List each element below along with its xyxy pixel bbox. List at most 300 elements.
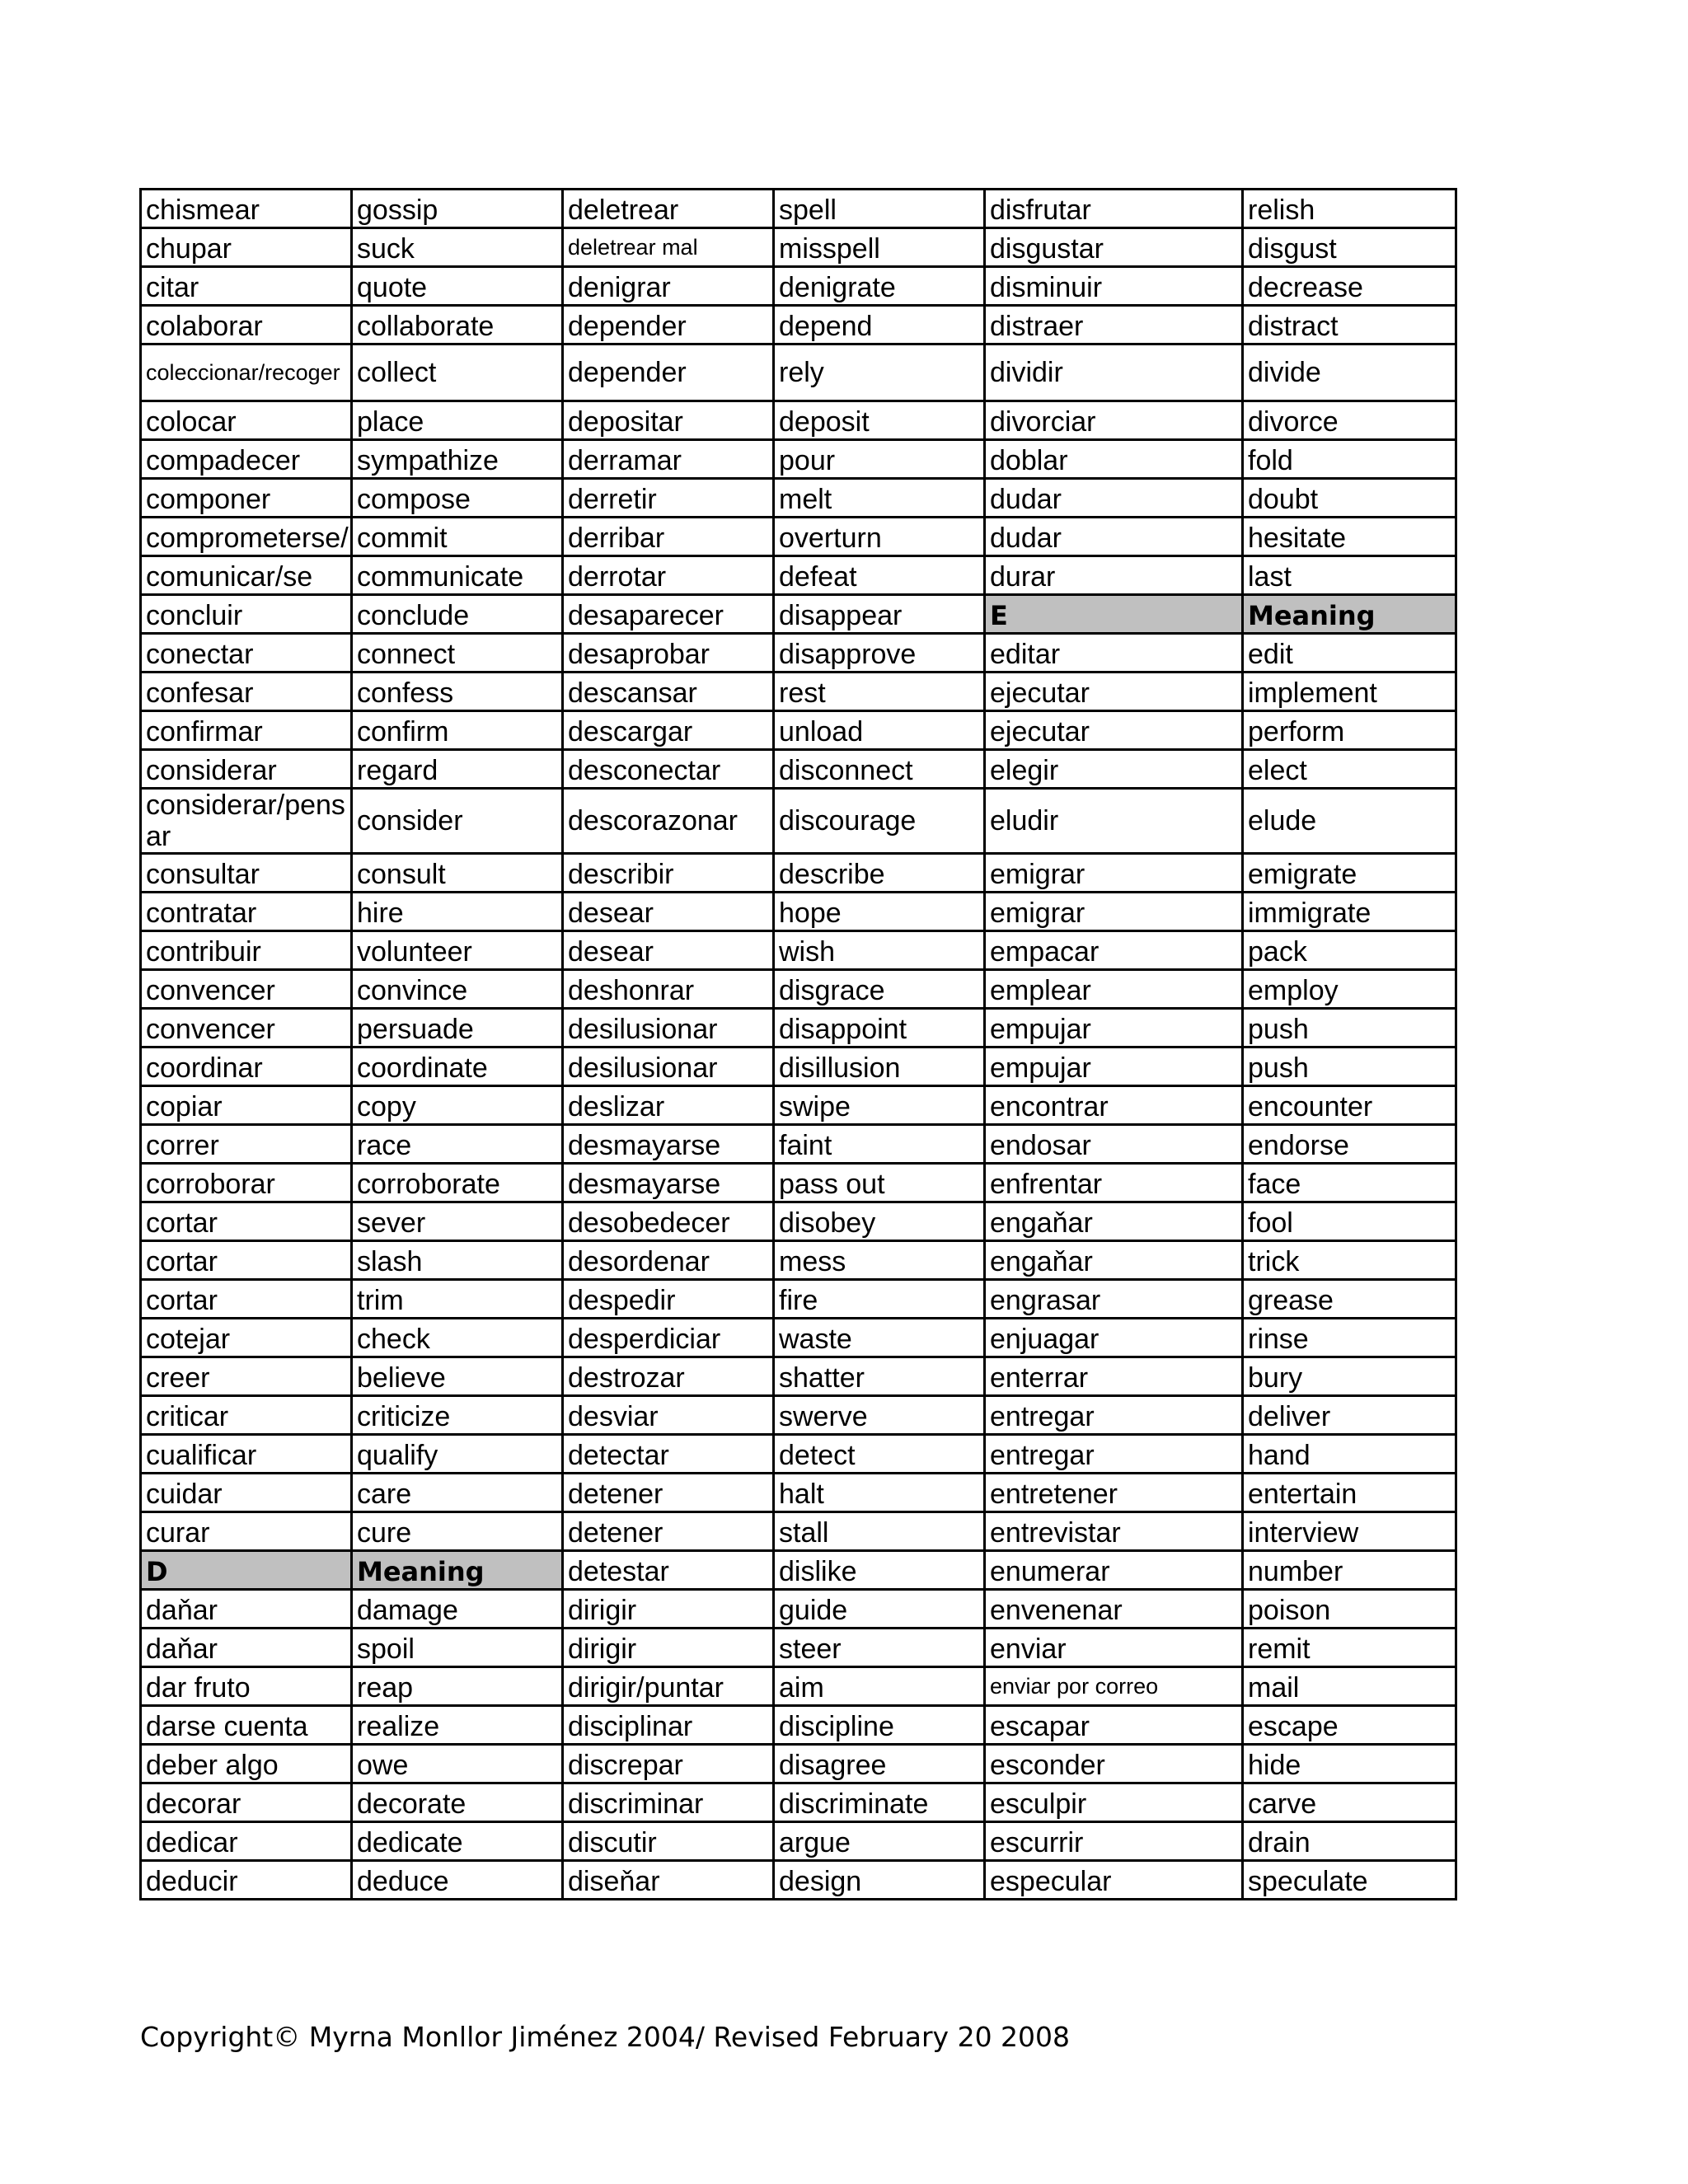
table-cell-english-e: grease: [1243, 1280, 1456, 1319]
table-cell-english-e: remit: [1243, 1629, 1456, 1667]
table-cell-english-d: disconnect: [774, 750, 985, 789]
table-cell-english-d: mess: [774, 1241, 985, 1280]
table-cell-spanish-e: emigrar: [985, 854, 1243, 893]
table-cell-english-c: communicate: [352, 556, 563, 595]
table-cell-spanish-e: empacar: [985, 931, 1243, 970]
table-cell-english-c: gossip: [352, 190, 563, 228]
table-cell-spanish-e: enterrar: [985, 1357, 1243, 1396]
table-cell-english-e: divide: [1243, 344, 1456, 401]
table-cell-english-e: push: [1243, 1009, 1456, 1047]
table-cell-spanish-e: enjuagar: [985, 1319, 1243, 1357]
table-cell-english-c: hire: [352, 893, 563, 931]
table-cell-spanish-e: entregar: [985, 1435, 1243, 1474]
table-cell-english-c: cure: [352, 1512, 563, 1551]
table-cell-spanish-c: conectar: [141, 634, 352, 673]
table-cell-spanish-e: enumerar: [985, 1551, 1243, 1590]
table-cell-spanish-d: descorazonar: [563, 789, 774, 854]
table-cell-english-e: fold: [1243, 440, 1456, 479]
table-cell-spanish-c: convencer: [141, 1009, 352, 1047]
table-cell-spanish-c: chismear: [141, 190, 352, 228]
table-row: [141, 479, 1456, 518]
table-row: [141, 267, 1456, 306]
table-cell-english-c: coordinate: [352, 1047, 563, 1086]
table-cell-english-c: confirm: [352, 711, 563, 750]
table-cell-spanish-e: entretener: [985, 1474, 1243, 1512]
table-cell-spanish-e: disfrutar: [985, 190, 1243, 228]
table-cell-english-c: realize: [352, 1706, 563, 1745]
table-cell-spanish-e: escapar: [985, 1706, 1243, 1745]
vocabulary-table-body: [141, 190, 1456, 1900]
table-row: [141, 556, 1456, 595]
table-cell-spanish-e: enviar por correo: [985, 1667, 1243, 1706]
table-cell-spanish-c: dar fruto: [141, 1667, 352, 1706]
table-cell-spanish-e: entregar: [985, 1396, 1243, 1435]
table-cell-english-e: speculate: [1243, 1861, 1456, 1900]
table-cell-english-c: suck: [352, 228, 563, 267]
table-cell-spanish-e: dudar: [985, 518, 1243, 556]
table-cell-english-d: faint: [774, 1125, 985, 1164]
table-cell-spanish-c: contratar: [141, 893, 352, 931]
table-cell-english-d: design: [774, 1861, 985, 1900]
table-cell-spanish-e: dudar: [985, 479, 1243, 518]
table-cell-english-e: elect: [1243, 750, 1456, 789]
table-cell-english-d: stall: [774, 1512, 985, 1551]
table-cell-english-d: disappear: [774, 595, 985, 634]
table-cell-english-c: copy: [352, 1086, 563, 1125]
table-cell-english-c: race: [352, 1125, 563, 1164]
table-cell-spanish-e: encontrar: [985, 1086, 1243, 1125]
copyright-notice: Copyright© Myrna Monllor Jiménez 2004/ Revised February 20 2008: [140, 2021, 1071, 2053]
table-row: [141, 1164, 1456, 1202]
table-cell-spanish-e: entrevistar: [985, 1512, 1243, 1551]
table-cell-spanish-e: engrasar: [985, 1280, 1243, 1319]
table-cell-english-d: disappoint: [774, 1009, 985, 1047]
table-cell-spanish-d: desear: [563, 931, 774, 970]
table-cell-spanish-d: describir: [563, 854, 774, 893]
table-cell-english-c: connect: [352, 634, 563, 673]
table-row: [141, 1086, 1456, 1125]
table-row: [141, 854, 1456, 893]
table-cell-english-c: believe: [352, 1357, 563, 1396]
table-cell-spanish-d: discriminar: [563, 1783, 774, 1822]
table-cell-english-e: poison: [1243, 1590, 1456, 1629]
section-header-cell: E: [985, 595, 1243, 634]
table-cell-spanish-d: desperdiciar: [563, 1319, 774, 1357]
table-cell-english-e: elude: [1243, 789, 1456, 854]
table-row: [141, 518, 1456, 556]
table-cell-spanish-d: detener: [563, 1474, 774, 1512]
table-cell-spanish-e: especular: [985, 1861, 1243, 1900]
table-cell-english-e: fool: [1243, 1202, 1456, 1241]
table-cell-spanish-d: deletrear: [563, 190, 774, 228]
table-row: [141, 1667, 1456, 1706]
table-row: [141, 1009, 1456, 1047]
table-cell-spanish-e: elegir: [985, 750, 1243, 789]
table-cell-spanish-e: empujar: [985, 1047, 1243, 1086]
table-cell-spanish-d: derramar: [563, 440, 774, 479]
table-cell-english-e: employ: [1243, 970, 1456, 1009]
table-cell-english-d: disgrace: [774, 970, 985, 1009]
table-cell-spanish-d: desear: [563, 893, 774, 931]
table-cell-spanish-c: cualificar: [141, 1435, 352, 1474]
table-cell-english-e: emigrate: [1243, 854, 1456, 893]
table-cell-spanish-c: corroborar: [141, 1164, 352, 1202]
table-row: [141, 673, 1456, 711]
table-cell-spanish-e: esconder: [985, 1745, 1243, 1783]
table-cell-spanish-c: decorar: [141, 1783, 352, 1822]
table-cell-english-c: consult: [352, 854, 563, 893]
table-cell-english-d: shatter: [774, 1357, 985, 1396]
table-cell-spanish-d: depender: [563, 306, 774, 344]
table-cell-english-d: discipline: [774, 1706, 985, 1745]
table-cell-english-c: compose: [352, 479, 563, 518]
table-cell-english-d: fire: [774, 1280, 985, 1319]
table-cell-english-d: disillusion: [774, 1047, 985, 1086]
table-cell-spanish-d: desordenar: [563, 1241, 774, 1280]
table-cell-english-c: owe: [352, 1745, 563, 1783]
table-row: [141, 893, 1456, 931]
table-cell-spanish-c: daňar: [141, 1590, 352, 1629]
table-cell-spanish-c: colocar: [141, 401, 352, 440]
table-cell-spanish-c: considerar: [141, 750, 352, 789]
table-cell-english-c: collaborate: [352, 306, 563, 344]
table-cell-english-d: waste: [774, 1319, 985, 1357]
table-cell-spanish-e: ejecutar: [985, 711, 1243, 750]
table-cell-english-d: halt: [774, 1474, 985, 1512]
table-cell-english-e: immigrate: [1243, 893, 1456, 931]
table-cell-english-c: spoil: [352, 1629, 563, 1667]
table-cell-spanish-d: discrepar: [563, 1745, 774, 1783]
table-cell-english-c: slash: [352, 1241, 563, 1280]
table-cell-spanish-e: ejecutar: [985, 673, 1243, 711]
table-cell-english-c: check: [352, 1319, 563, 1357]
table-cell-spanish-c: considerar/pensar: [141, 789, 352, 854]
table-cell-english-e: rinse: [1243, 1319, 1456, 1357]
table-cell-spanish-c: componer: [141, 479, 352, 518]
table-cell-english-c: convince: [352, 970, 563, 1009]
table-row: [141, 1783, 1456, 1822]
table-cell-spanish-c: dedicar: [141, 1822, 352, 1861]
table-row: [141, 440, 1456, 479]
table-cell-spanish-e: eludir: [985, 789, 1243, 854]
table-cell-english-d: depend: [774, 306, 985, 344]
table-cell-english-e: decrease: [1243, 267, 1456, 306]
table-cell-english-d: deposit: [774, 401, 985, 440]
table-cell-spanish-d: deshonrar: [563, 970, 774, 1009]
table-cell-spanish-d: derrotar: [563, 556, 774, 595]
table-cell-spanish-d: despedir: [563, 1280, 774, 1319]
table-cell-spanish-e: enfrentar: [985, 1164, 1243, 1202]
table-cell-spanish-d: desobedecer: [563, 1202, 774, 1241]
table-cell-spanish-c: chupar: [141, 228, 352, 267]
table-row: [141, 1629, 1456, 1667]
table-row: [141, 970, 1456, 1009]
table-cell-spanish-c: deducir: [141, 1861, 352, 1900]
table-cell-english-e: carve: [1243, 1783, 1456, 1822]
table-cell-english-d: discriminate: [774, 1783, 985, 1822]
table-cell-spanish-d: depender: [563, 344, 774, 401]
table-row: [141, 1357, 1456, 1396]
table-cell-english-e: pack: [1243, 931, 1456, 970]
table-cell-spanish-d: desilusionar: [563, 1009, 774, 1047]
table-cell-spanish-e: engaňar: [985, 1241, 1243, 1280]
table-cell-spanish-c: creer: [141, 1357, 352, 1396]
table-cell-english-d: argue: [774, 1822, 985, 1861]
table-cell-spanish-d: deletrear mal: [563, 228, 774, 267]
table-cell-english-c: place: [352, 401, 563, 440]
table-cell-spanish-e: engaňar: [985, 1202, 1243, 1241]
table-cell-english-d: dislike: [774, 1551, 985, 1590]
table-cell-english-c: trim: [352, 1280, 563, 1319]
table-cell-english-c: decorate: [352, 1783, 563, 1822]
table-cell-english-d: wish: [774, 931, 985, 970]
table-row: [141, 1512, 1456, 1551]
table-row: [141, 1861, 1456, 1900]
table-row: [141, 711, 1456, 750]
table-row: [141, 1047, 1456, 1086]
vocabulary-table: [139, 188, 1457, 1900]
table-cell-spanish-d: depositar: [563, 401, 774, 440]
table-cell-english-e: trick: [1243, 1241, 1456, 1280]
table-cell-english-e: implement: [1243, 673, 1456, 711]
table-cell-spanish-c: cortar: [141, 1280, 352, 1319]
section-header-cell: Meaning: [1243, 595, 1456, 634]
table-cell-english-e: number: [1243, 1551, 1456, 1590]
table-cell-spanish-c: convencer: [141, 970, 352, 1009]
table-cell-english-c: criticize: [352, 1396, 563, 1435]
table-cell-english-d: steer: [774, 1629, 985, 1667]
table-cell-spanish-e: empujar: [985, 1009, 1243, 1047]
table-cell-english-d: swerve: [774, 1396, 985, 1435]
table-row: [141, 1474, 1456, 1512]
table-cell-spanish-c: deber algo: [141, 1745, 352, 1783]
table-cell-english-d: discourage: [774, 789, 985, 854]
table-cell-english-c: conclude: [352, 595, 563, 634]
table-cell-english-c: damage: [352, 1590, 563, 1629]
table-cell-spanish-d: destrozar: [563, 1357, 774, 1396]
table-cell-english-c: consider: [352, 789, 563, 854]
table-cell-spanish-d: desconectar: [563, 750, 774, 789]
table-cell-english-d: defeat: [774, 556, 985, 595]
table-cell-spanish-d: desaparecer: [563, 595, 774, 634]
table-cell-english-e: hide: [1243, 1745, 1456, 1783]
table-cell-spanish-d: denigrar: [563, 267, 774, 306]
table-row: [141, 1706, 1456, 1745]
table-cell-spanish-e: disgustar: [985, 228, 1243, 267]
table-cell-english-d: hope: [774, 893, 985, 931]
table-cell-english-e: drain: [1243, 1822, 1456, 1861]
table-cell-english-e: edit: [1243, 634, 1456, 673]
table-cell-spanish-e: dividir: [985, 344, 1243, 401]
table-cell-spanish-d: desaprobar: [563, 634, 774, 673]
table-cell-spanish-d: dirigir: [563, 1629, 774, 1667]
table-row: [141, 1202, 1456, 1241]
table-cell-spanish-e: escurrir: [985, 1822, 1243, 1861]
table-cell-english-c: sympathize: [352, 440, 563, 479]
table-cell-english-e: endorse: [1243, 1125, 1456, 1164]
table-row: [141, 1396, 1456, 1435]
table-cell-english-d: misspell: [774, 228, 985, 267]
table-cell-english-e: hand: [1243, 1435, 1456, 1474]
table-row: [141, 1280, 1456, 1319]
table-cell-english-d: guide: [774, 1590, 985, 1629]
table-cell-spanish-e: durar: [985, 556, 1243, 595]
table-cell-spanish-e: enviar: [985, 1629, 1243, 1667]
table-cell-english-d: unload: [774, 711, 985, 750]
table-cell-english-e: encounter: [1243, 1086, 1456, 1125]
table-cell-english-d: overturn: [774, 518, 985, 556]
table-cell-english-d: rely: [774, 344, 985, 401]
table-row: [141, 931, 1456, 970]
table-cell-english-e: doubt: [1243, 479, 1456, 518]
table-cell-english-e: relish: [1243, 190, 1456, 228]
table-cell-english-d: swipe: [774, 1086, 985, 1125]
table-cell-english-e: distract: [1243, 306, 1456, 344]
table-cell-english-c: quote: [352, 267, 563, 306]
table-cell-english-d: detect: [774, 1435, 985, 1474]
table-cell-spanish-c: comprometerse/: [141, 518, 352, 556]
section-header-cell: Meaning: [352, 1551, 563, 1590]
table-cell-english-c: commit: [352, 518, 563, 556]
table-row: [141, 401, 1456, 440]
table-cell-spanish-d: desmayarse: [563, 1125, 774, 1164]
table-row: [141, 1435, 1456, 1474]
table-cell-spanish-e: endosar: [985, 1125, 1243, 1164]
table-cell-spanish-d: desmayarse: [563, 1164, 774, 1202]
table-cell-spanish-e: esculpir: [985, 1783, 1243, 1822]
table-row: [141, 190, 1456, 228]
table-cell-english-d: disobey: [774, 1202, 985, 1241]
table-cell-spanish-d: descargar: [563, 711, 774, 750]
table-cell-english-d: disapprove: [774, 634, 985, 673]
table-cell-english-e: perform: [1243, 711, 1456, 750]
table-cell-english-e: interview: [1243, 1512, 1456, 1551]
table-cell-spanish-c: confesar: [141, 673, 352, 711]
table-cell-spanish-c: criticar: [141, 1396, 352, 1435]
table-row: [141, 634, 1456, 673]
table-cell-spanish-d: dirigir/puntar: [563, 1667, 774, 1706]
table-cell-spanish-d: disciplinar: [563, 1706, 774, 1745]
table-cell-spanish-c: concluir: [141, 595, 352, 634]
table-cell-spanish-c: cortar: [141, 1241, 352, 1280]
table-cell-spanish-e: emigrar: [985, 893, 1243, 931]
table-cell-spanish-d: diseňar: [563, 1861, 774, 1900]
table-cell-english-e: escape: [1243, 1706, 1456, 1745]
table-cell-spanish-c: coordinar: [141, 1047, 352, 1086]
table-row: [141, 1241, 1456, 1280]
table-cell-spanish-d: dirigir: [563, 1590, 774, 1629]
table-cell-spanish-d: detener: [563, 1512, 774, 1551]
table-cell-english-e: disgust: [1243, 228, 1456, 267]
table-row: [141, 1822, 1456, 1861]
table-cell-english-e: divorce: [1243, 401, 1456, 440]
table-cell-english-c: collect: [352, 344, 563, 401]
table-cell-english-d: spell: [774, 190, 985, 228]
table-cell-spanish-c: curar: [141, 1512, 352, 1551]
table-cell-english-e: hesitate: [1243, 518, 1456, 556]
table-row: [141, 750, 1456, 789]
table-cell-spanish-e: distraer: [985, 306, 1243, 344]
table-cell-english-e: mail: [1243, 1667, 1456, 1706]
table-row: [141, 1551, 1456, 1590]
table-row: [141, 228, 1456, 267]
table-cell-spanish-d: detestar: [563, 1551, 774, 1590]
table-cell-spanish-c: cortar: [141, 1202, 352, 1241]
table-cell-english-d: pass out: [774, 1164, 985, 1202]
table-cell-spanish-c: colaborar: [141, 306, 352, 344]
table-cell-spanish-d: discutir: [563, 1822, 774, 1861]
table-cell-spanish-d: detectar: [563, 1435, 774, 1474]
table-cell-spanish-e: doblar: [985, 440, 1243, 479]
table-cell-english-d: rest: [774, 673, 985, 711]
table-cell-english-d: melt: [774, 479, 985, 518]
table-row: [141, 1745, 1456, 1783]
table-cell-english-c: reap: [352, 1667, 563, 1706]
table-cell-english-c: qualify: [352, 1435, 563, 1474]
table-cell-spanish-d: deslizar: [563, 1086, 774, 1125]
table-cell-spanish-c: confirmar: [141, 711, 352, 750]
table-cell-spanish-c: daňar: [141, 1629, 352, 1667]
table-cell-english-e: last: [1243, 556, 1456, 595]
table-cell-spanish-c: coleccionar/recoger: [141, 344, 352, 401]
table-cell-english-c: volunteer: [352, 931, 563, 970]
table-cell-english-d: disagree: [774, 1745, 985, 1783]
table-row: [141, 1125, 1456, 1164]
table-cell-english-c: confess: [352, 673, 563, 711]
table-cell-english-c: regard: [352, 750, 563, 789]
table-cell-spanish-d: desilusionar: [563, 1047, 774, 1086]
table-cell-spanish-c: cotejar: [141, 1319, 352, 1357]
table-cell-english-c: deduce: [352, 1861, 563, 1900]
table-cell-english-e: deliver: [1243, 1396, 1456, 1435]
table-cell-english-e: face: [1243, 1164, 1456, 1202]
table-row: [141, 1319, 1456, 1357]
table-cell-spanish-c: comunicar/se: [141, 556, 352, 595]
table-row: [141, 595, 1456, 634]
table-cell-english-c: care: [352, 1474, 563, 1512]
table-row: [141, 789, 1456, 854]
table-cell-spanish-c: consultar: [141, 854, 352, 893]
table-row: [141, 344, 1456, 401]
table-cell-spanish-c: darse cuenta: [141, 1706, 352, 1745]
table-cell-english-c: corroborate: [352, 1164, 563, 1202]
table-row: [141, 1590, 1456, 1629]
table-cell-english-e: bury: [1243, 1357, 1456, 1396]
table-cell-spanish-c: contribuir: [141, 931, 352, 970]
table-cell-spanish-c: cuidar: [141, 1474, 352, 1512]
table-cell-spanish-c: copiar: [141, 1086, 352, 1125]
table-cell-spanish-d: desviar: [563, 1396, 774, 1435]
table-row: [141, 306, 1456, 344]
table-cell-spanish-e: editar: [985, 634, 1243, 673]
table-cell-spanish-d: derretir: [563, 479, 774, 518]
table-cell-english-e: entertain: [1243, 1474, 1456, 1512]
table-cell-english-d: denigrate: [774, 267, 985, 306]
table-cell-spanish-c: citar: [141, 267, 352, 306]
table-cell-spanish-e: divorciar: [985, 401, 1243, 440]
table-cell-english-c: sever: [352, 1202, 563, 1241]
table-cell-spanish-e: disminuir: [985, 267, 1243, 306]
table-cell-spanish-e: emplear: [985, 970, 1243, 1009]
table-cell-english-d: pour: [774, 440, 985, 479]
section-header-cell: D: [141, 1551, 352, 1590]
table-cell-english-c: persuade: [352, 1009, 563, 1047]
table-cell-spanish-c: correr: [141, 1125, 352, 1164]
table-cell-english-e: push: [1243, 1047, 1456, 1086]
table-cell-english-d: aim: [774, 1667, 985, 1706]
table-cell-spanish-d: descansar: [563, 673, 774, 711]
table-cell-spanish-e: envenenar: [985, 1590, 1243, 1629]
